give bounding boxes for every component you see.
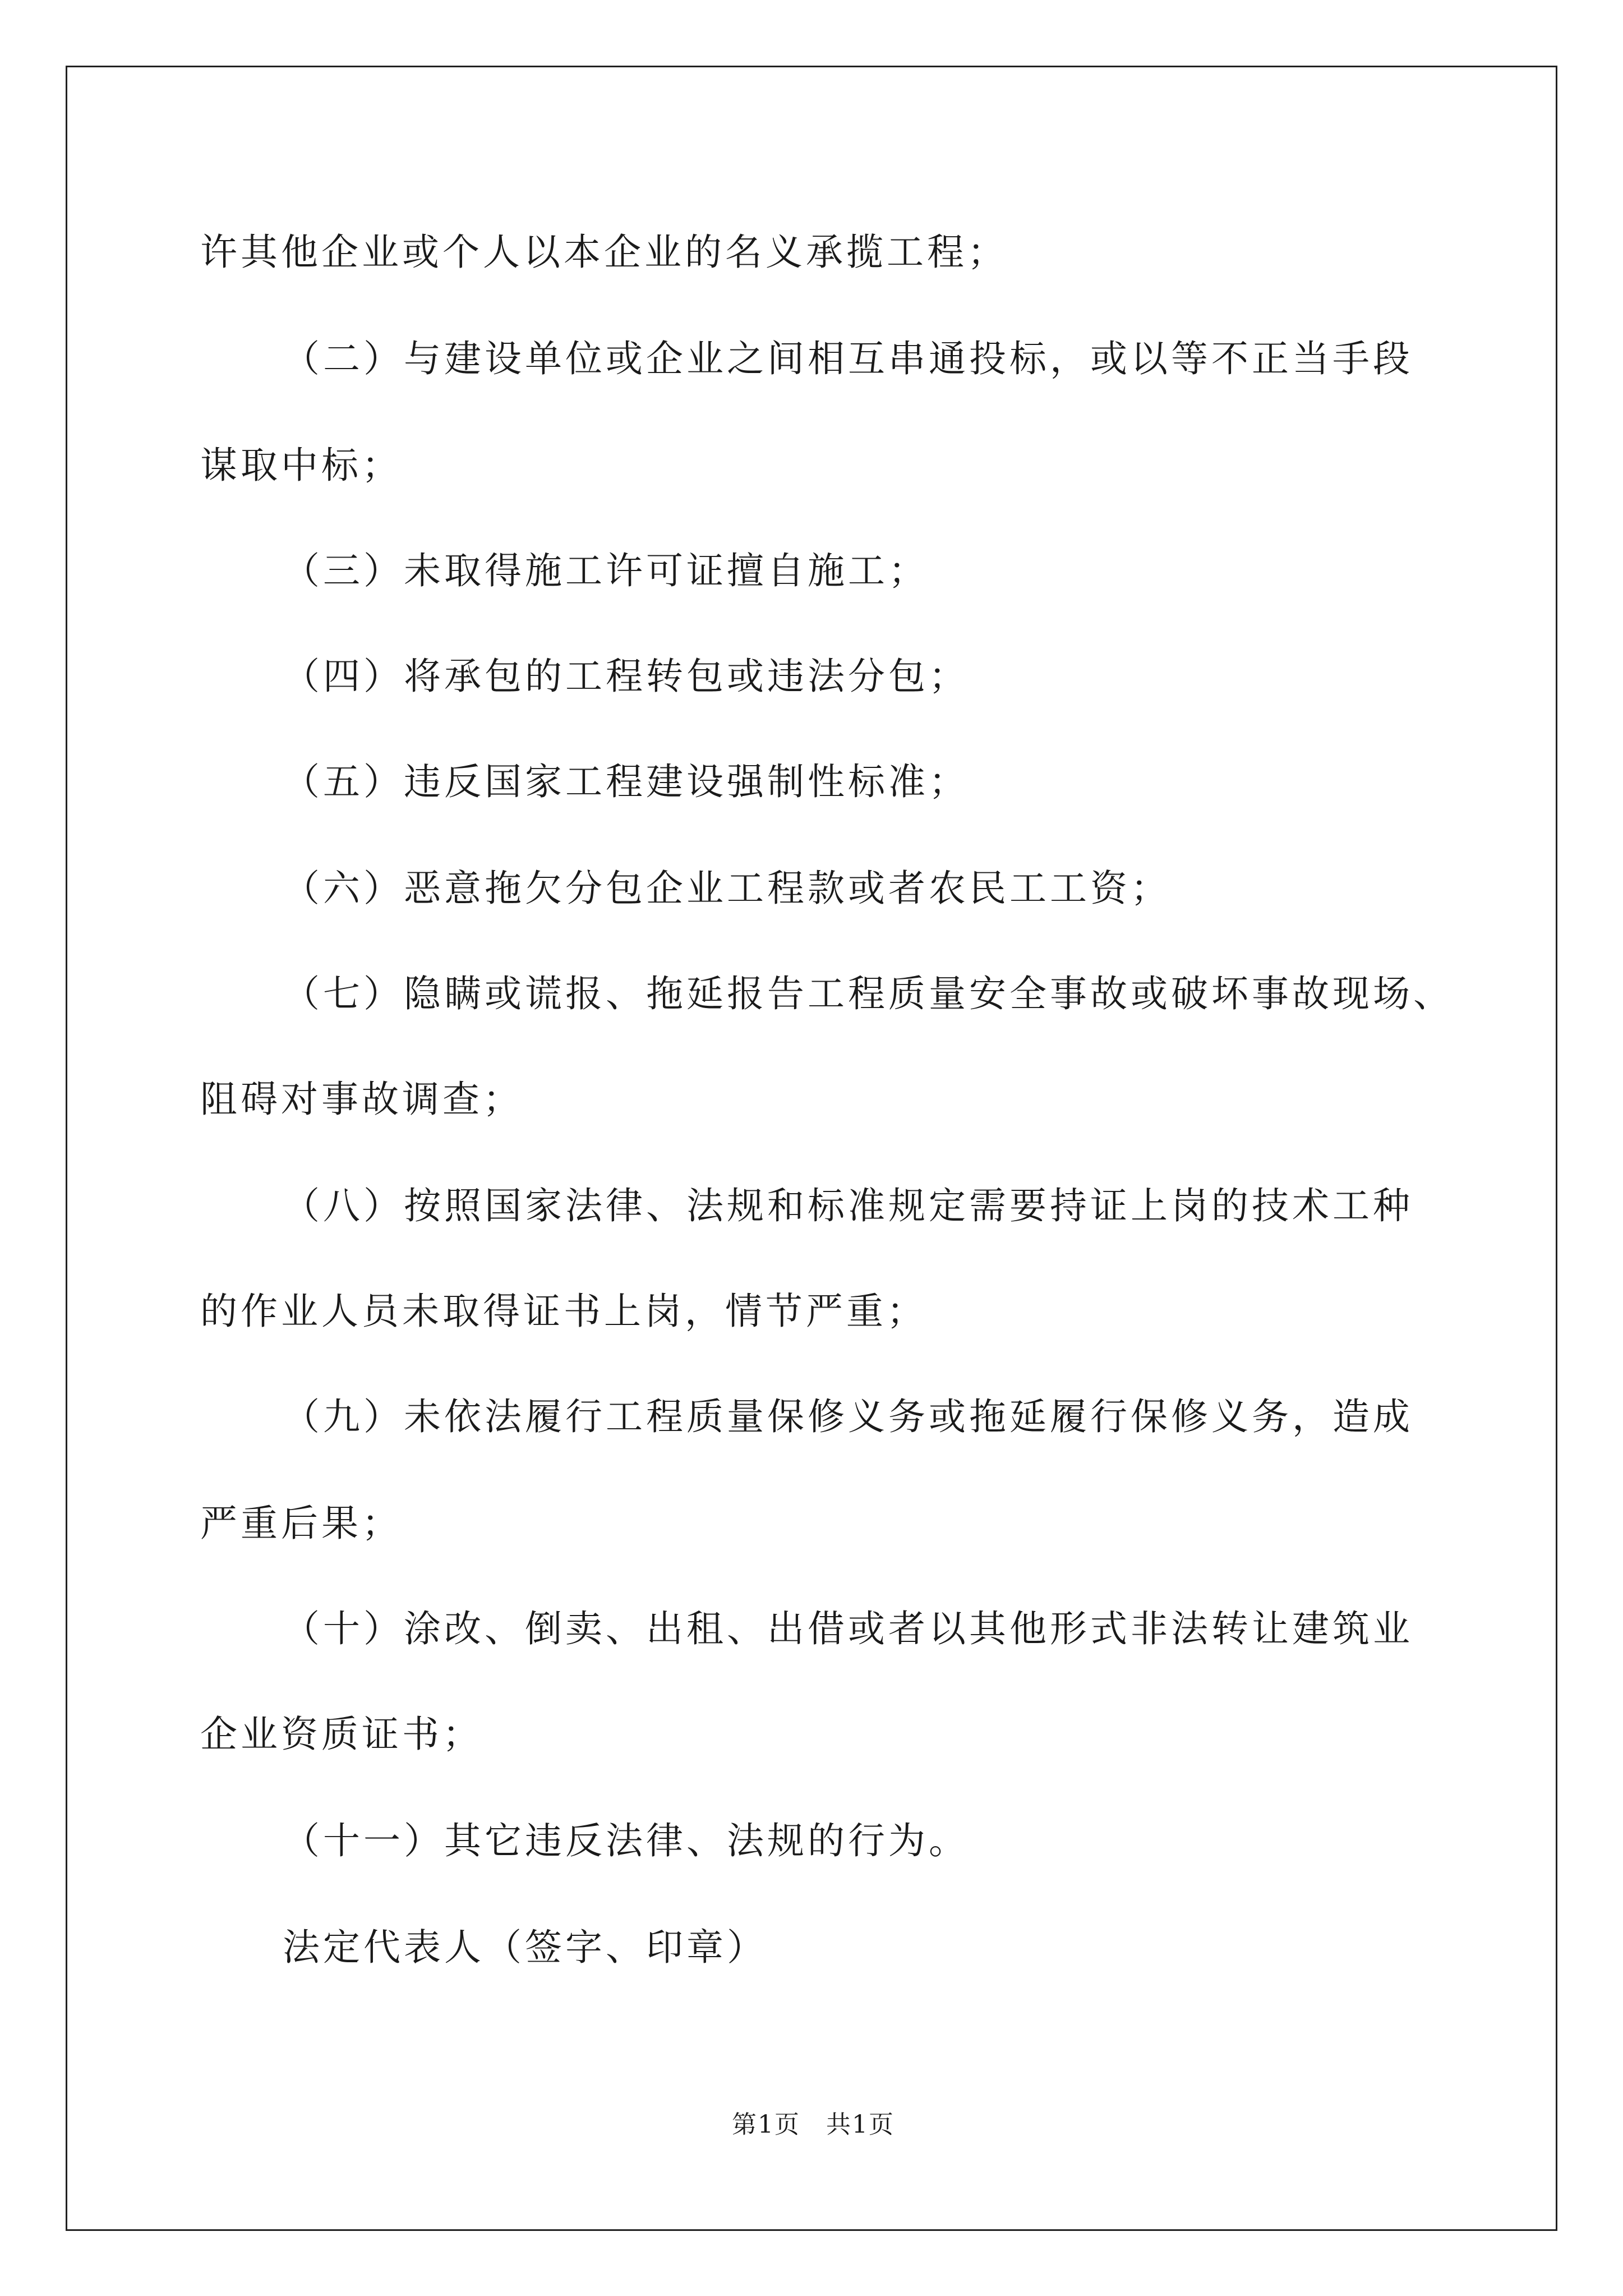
text-line-continuation: 严重后果；: [200, 1502, 402, 1545]
text-line-continuation: 许其他企业或个人以本企业的名义承揽工程；: [200, 231, 1008, 274]
list-item-6: （六）恶意拖欠分包企业工程款或者农民工工资；: [283, 867, 1171, 910]
page-frame: [66, 66, 1557, 2231]
text-line-continuation: 阻碍对事故调查；: [200, 1078, 523, 1121]
text-line-continuation: 企业资质证书；: [200, 1713, 483, 1756]
list-item-9: （九）未依法履行工程质量保修义务或拖延履行保修义务，造成: [283, 1395, 1413, 1438]
list-item-5: （五）违反国家工程建设强制性标准；: [283, 760, 969, 803]
list-item-11: （十一）其它违反法律、法规的行为。: [283, 1819, 969, 1862]
signature-label: 法定代表人（签字、印章）: [283, 1926, 767, 1969]
text-line-continuation: 谋取中标；: [200, 444, 402, 487]
list-item-10: （十）涂改、倒卖、出租、出借或者以其他形式非法转让建筑业: [283, 1607, 1413, 1650]
list-item-2: （二）与建设单位或企业之间相互串通投标，或以等不正当手段: [283, 337, 1413, 380]
list-item-4: （四）将承包的工程转包或违法分包；: [283, 655, 969, 698]
list-item-7: （七）隐瞒或谎报、拖延报告工程质量安全事故或破坏事故现场、: [283, 972, 1454, 1015]
list-item-8: （八）按照国家法律、法规和标准规定需要持证上岗的技术工种: [283, 1184, 1413, 1227]
list-item-3: （三）未取得施工许可证擅自施工；: [283, 549, 929, 592]
text-line-continuation: 的作业人员未取得证书上岗，情节严重；: [200, 1290, 927, 1333]
page-number: 第1页 共1页: [732, 2110, 895, 2139]
